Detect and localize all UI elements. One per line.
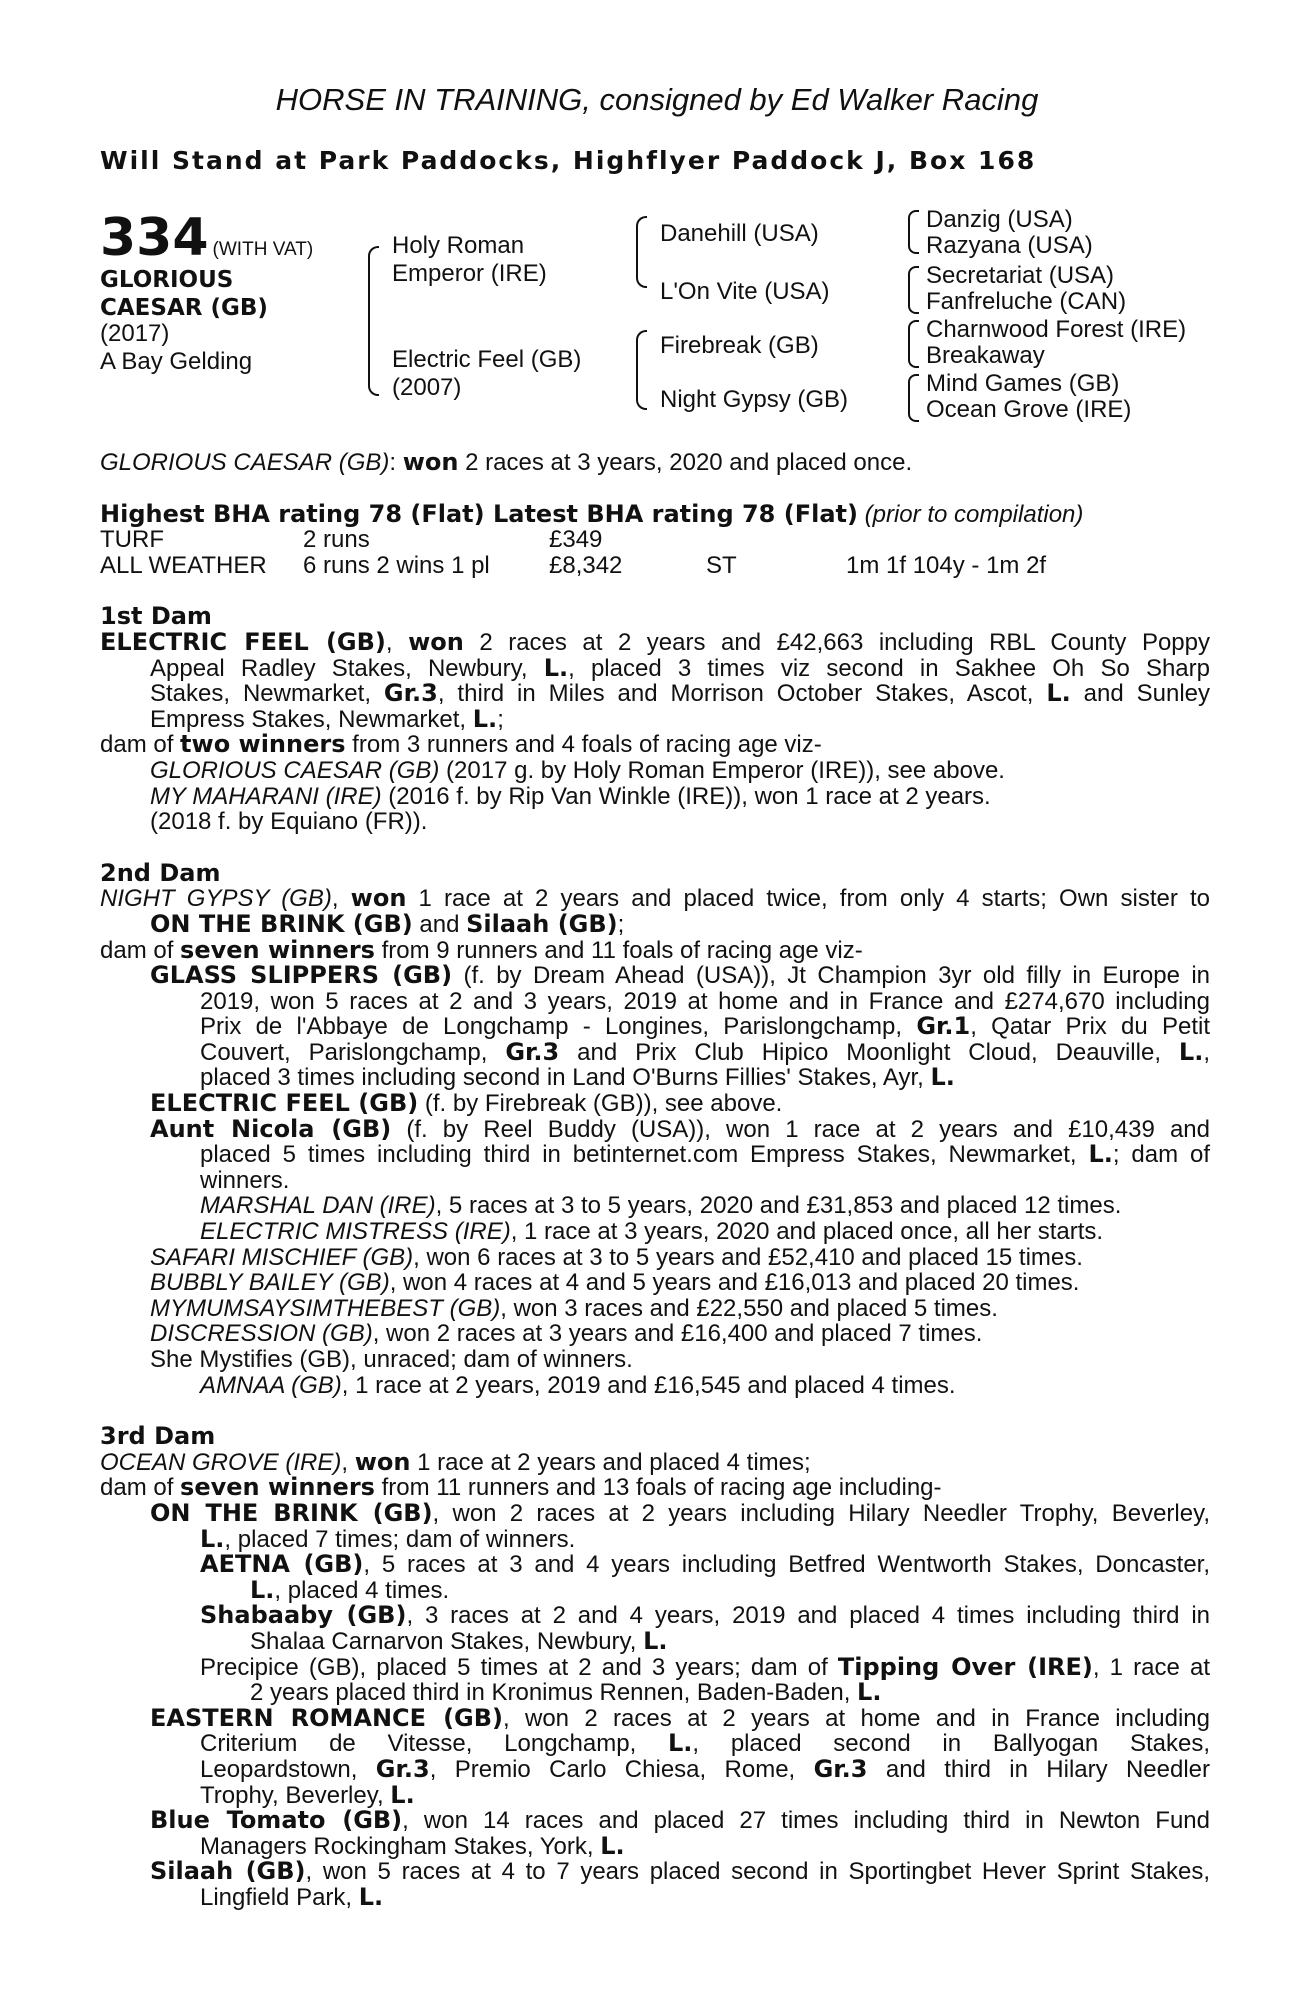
first-dam-line: dam of two winners from 3 runners and 4 foals of racing age viz- bbox=[100, 730, 822, 759]
pedigree-brace-dam bbox=[636, 330, 647, 410]
pedigree-brace-g12 bbox=[908, 210, 919, 254]
horse-meta bbox=[100, 320, 252, 376]
produce-line: GLORIOUS CAESAR (GB) (2017 g. by Holy Roman Emperor (IRE)), see above. bbox=[150, 756, 1005, 784]
ggsire-3: Secretariat (USA) bbox=[926, 262, 1115, 289]
produce-line: MARSHAL DAN (IRE), 5 races at 3 to 5 years, 2020 and £31,853 and placed 12 times. bbox=[200, 1192, 1122, 1220]
produce-line: ELECTRIC MISTRESS (IRE), 1 race at 3 years, 2020 and placed once, all her starts. bbox=[200, 1218, 1104, 1246]
first-dam-line: Stakes, Newmarket, Gr.3, third in Miles and Morrison October Stakes, Ascot, L. and Sunley bbox=[150, 679, 1210, 708]
third-dam-line: dam of seven winners from 11 runners and 13 foals of racing age including- bbox=[100, 1473, 942, 1502]
produce-line: AETNA (GB), 5 races at 3 and 4 years including Betfred Wentworth Stakes, Doncaster, bbox=[200, 1550, 1210, 1579]
bha-rating: Highest BHA rating 78 (Flat) Latest BHA rating 78 (Flat) (prior to compilation) bbox=[100, 499, 1084, 528]
first-dam-line: Appeal Radley Stakes, Newbury, L., placed 3 times viz second in Sakhee Oh So Sharp bbox=[150, 653, 1210, 682]
ggsire-1: Danzig (USA) bbox=[926, 206, 1073, 233]
produce-line: Silaah (GB), won 5 races at 4 to 7 years placed second in Sportingbet Hever Sprint Stakes, bbox=[150, 1857, 1211, 1886]
horse-description: A Bay Gelding bbox=[100, 348, 253, 375]
ggsire-7: Mind Games (GB) bbox=[926, 370, 1120, 397]
produce-line: Prix de l'Abbaye de Longchamp - Longines, Parislongchamp, Gr.1, Qatar Prix du Petit bbox=[200, 1012, 1210, 1041]
ggsire-2: Razyana (USA) bbox=[926, 232, 1093, 259]
catalogue-text bbox=[100, 450, 1210, 1910]
dam: Electric Feel (GB) (2007) bbox=[392, 346, 582, 401]
produce-line: L., placed 7 times; dam of winners. bbox=[200, 1524, 576, 1553]
produce-line: L., placed 4 times. bbox=[250, 1575, 450, 1604]
produce-line: MY MAHARANI (IRE) (2016 f. by Rip Van Winkle (IRE)), won 1 race at 2 years. bbox=[150, 782, 991, 810]
produce-line: winners. bbox=[200, 1166, 290, 1194]
produce-line: She Mystifies (GB), unraced; dam of winners. bbox=[150, 1346, 633, 1373]
produce-line: placed 5 times including third in betinternet.com Empress Stakes, Newmarket, L.; dam of bbox=[200, 1140, 1210, 1169]
produce-line: 2 years placed third in Kronimus Rennen, Baden-Baden, L. bbox=[250, 1678, 882, 1707]
produce-line: Leopardstown, Gr.3, Premio Carlo Chiesa, Rome, Gr.3 and third in Hilary Needler bbox=[200, 1754, 1211, 1783]
pedigree-brace-sire bbox=[636, 216, 647, 288]
produce-line: AMNAA (GB), 1 race at 2 years, 2019 and £16,545 and placed 4 times. bbox=[200, 1371, 956, 1399]
produce-line: ELECTRIC FEEL (GB) (f. by Firebreak (GB)), see above. bbox=[150, 1089, 783, 1118]
produce-line: DISCRESSION (GB), won 2 races at 3 years and £16,400 and placed 7 times. bbox=[150, 1320, 983, 1348]
produce-line: Managers Rockingham Stakes, York, L. bbox=[200, 1831, 625, 1860]
pedigree-brace-g34 bbox=[908, 266, 919, 314]
produce-line: Shalaa Carnarvon Stakes, Newbury, L. bbox=[250, 1626, 668, 1655]
page-title: HORSE IN TRAINING, consigned by Ed Walker Racing bbox=[275, 82, 1039, 117]
produce-line: Shabaaby (GB), 3 races at 2 and 4 years, 2019 and placed 4 times including third in bbox=[200, 1601, 1210, 1630]
dam-sire: Firebreak (GB) bbox=[660, 332, 819, 359]
first-dam-line: Empress Stakes, Newmarket, L.; bbox=[150, 704, 504, 733]
second-dam-line: dam of seven winners from 9 runners and 11 foals of racing age viz- bbox=[100, 935, 863, 964]
foaling-year: (2017) bbox=[100, 320, 170, 347]
produce-line: Criterium de Vitesse, Longchamp, L., placed second in Ballyogan Stakes, bbox=[200, 1729, 1211, 1758]
pedigree-brace-main bbox=[368, 246, 379, 396]
sire-dam: L'On Vite (USA) bbox=[660, 278, 830, 305]
third-dam-line: OCEAN GROVE (IRE), won 1 race at 2 years and placed 4 times; bbox=[100, 1447, 811, 1476]
horse-name bbox=[100, 266, 340, 322]
turf-record: TURF 2 runs £349 bbox=[100, 526, 603, 554]
produce-line: EASTERN ROMANCE (GB), won 2 races at 2 years at home and in France including bbox=[150, 1703, 1210, 1732]
first-dam-heading: 1st Dam bbox=[100, 602, 212, 631]
second-dam-heading: 2nd Dam bbox=[100, 858, 221, 887]
produce-line: Precipice (GB), placed 5 times at 2 and 3 years; dam of Tipping Over (IRE), 1 race at bbox=[200, 1652, 1210, 1681]
produce-line: Couvert, Parislongchamp, Gr.3 and Prix Club Hipico Moonlight Cloud, Deauville, L., bbox=[200, 1037, 1210, 1066]
ggsire-8: Ocean Grove (IRE) bbox=[926, 396, 1132, 423]
produce-line: Blue Tomato (GB), won 14 races and placed 27 times including third in Newton Fund bbox=[150, 1806, 1210, 1835]
all-weather-record: ALL WEATHER 6 runs 2 wins 1 pl £8,342 ST 1m 1f 104y - 1m 2f bbox=[100, 551, 1047, 579]
vat-note: (WITH VAT) bbox=[212, 239, 314, 260]
ggsire-5: Charnwood Forest (IRE) bbox=[926, 316, 1187, 343]
produce-line: 2019, won 5 races at 2 and 3 years, 2019 at home and in France and £274,670 including bbox=[200, 987, 1210, 1015]
second-dam-line: ON THE BRINK (GB) and Silaah (GB); bbox=[150, 909, 625, 938]
pedigree-brace-g78 bbox=[908, 374, 919, 422]
stand-location: Will Stand at Park Paddocks, Highflyer Paddock J, Box 168 bbox=[100, 146, 1037, 175]
produce-line: GLASS SLIPPERS (GB) (f. by Dream Ahead (USA)), Jt Champion 3yr old filly in Europe in bbox=[150, 961, 1211, 990]
produce-line: placed 3 times including second in Land O'Burns Fillies' Stakes, Ayr, L. bbox=[200, 1063, 955, 1092]
produce-line: ON THE BRINK (GB), won 2 races at 2 years including Hilary Needler Trophy, Beverley, bbox=[150, 1498, 1210, 1527]
ggsire-6: Breakaway bbox=[926, 342, 1045, 369]
produce-line: SAFARI MISCHIEF (GB), won 6 races at 3 to 5 years and £52,410 and placed 15 times. bbox=[150, 1243, 1083, 1271]
lot-number: 334 bbox=[100, 208, 209, 268]
horse-name-line1: GLORIOUS bbox=[100, 267, 234, 293]
produce-line: BUBBLY BAILEY (GB), won 4 races at 4 and 5 years and £16,013 and placed 20 times. bbox=[150, 1269, 1080, 1297]
ggsire-4: Fanfreluche (CAN) bbox=[926, 288, 1127, 315]
third-dam-heading: 3rd Dam bbox=[100, 1422, 216, 1451]
sire: Holy Roman Emperor (IRE) bbox=[392, 232, 547, 287]
sire-sire: Danehill (USA) bbox=[660, 220, 819, 247]
produce-line: (2018 f. by Equiano (FR)). bbox=[150, 808, 428, 836]
first-dam-line: ELECTRIC FEEL (GB), won 2 races at 2 years and £42,663 including RBL County Poppy bbox=[100, 627, 1210, 656]
second-dam-line: NIGHT GYPSY (GB), won 1 race at 2 years and placed twice, from only 4 starts; Own sister to bbox=[100, 884, 1211, 913]
produce-line: Trophy, Beverley, L. bbox=[200, 1780, 415, 1809]
produce-line: Aunt Nicola (GB) (f. by Reel Buddy (USA)), won 1 race at 2 years and £10,439 and bbox=[150, 1114, 1211, 1143]
dam-dam: Night Gypsy (GB) bbox=[660, 386, 849, 413]
lot-number-block bbox=[100, 208, 313, 268]
produce-line: MYMUMSAYSIMTHEBEST (GB), won 3 races and £22,550 and placed 5 times. bbox=[150, 1294, 998, 1322]
produce-line: Lingfield Park, L. bbox=[200, 1882, 384, 1911]
horse-name-line2: CAESAR (GB) bbox=[100, 295, 268, 321]
pedigree-brace-g56 bbox=[908, 320, 919, 368]
race-summary: GLORIOUS CAESAR (GB): won 2 races at 3 years, 2020 and placed once. bbox=[100, 448, 913, 476]
